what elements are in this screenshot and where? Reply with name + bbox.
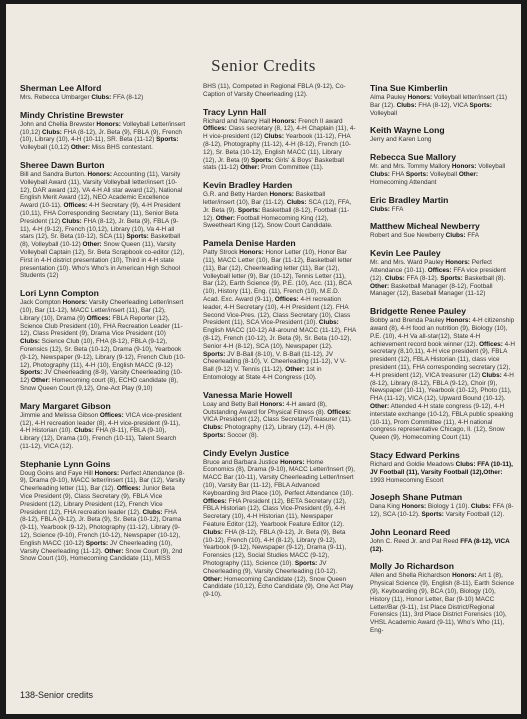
senior-entry	[20, 401, 186, 451]
senior-credits-text: Loay and Betty Ball Honors: 4-H award (8), Outstanding Award for Physical Fitness (8). Offices: VICA President (12), Class Secretary/Treasurer (11). Clubs: Photography (12), Library (12), 4-H (8). Sports: Soccer (8).	[203, 400, 352, 439]
senior-name: John Leonard Reed	[370, 526, 451, 537]
senior-entry	[370, 561, 517, 634]
senior-name: Matthew Micheal Newberry	[370, 221, 480, 232]
senior-name: Vanessa Marie Howell	[203, 389, 293, 400]
senior-entry	[370, 450, 517, 484]
senior-name: Keith Wayne Long	[370, 125, 445, 136]
senior-credits-text: Mr. and Mrs. Tommy Mallory Honors: Volleyball Clubs: FHA Sports: Volleyball Other: Homecoming Attendant	[370, 163, 506, 186]
senior-credits-text: G.R. and Betty Harden Honors: Basketball letter/insert (10), Bar (11-12). Clubs: SCA (12), FFA, Jr. Beta (9). Sports: Basketball (8-12), Football (11-12). Other: Football Homecoming King (12), Sweetheart King (12), Snow Court Candidate.	[203, 191, 352, 230]
senior-entry	[370, 152, 517, 186]
senior-entry	[203, 238, 356, 382]
senior-entry	[203, 83, 356, 99]
senior-credits-text: Jerry and Karen Long	[370, 136, 432, 144]
senior-name: Kevin Bradley Harden	[203, 180, 293, 191]
senior-entry	[370, 221, 517, 240]
senior-entry	[203, 180, 356, 230]
senior-entry	[370, 527, 517, 554]
senior-credits-text: Bill and Sandra Burton. Honors: Accounting (11), Varsity Volleyball Award (11), Varsity Volleyball letter/insert (10-12), DAR award (12), VA 4-H All star award (12), National English Merit Award (12), NEO Academic Excellence Award (10-11). Offices: 4-H Secretary (9), 4-H President (10,11), FHA Corresponding Secretary (11), Senior Beta President (12) Clubs: FHA (8-12), Jr. Beta (9), FBLA (9-11), 4-H (9-12), French (10,12), Library (10), Va 4-H all stars (12), Sr. Beta (10-12), SCA (11) Sports: Basketball (8), Volleyball (10-12) Other: Snow Queen (11), Varsity Volleyball Captain (12), Sr. Beta Scrapbook co-editor (12), First in 4-H district presentation (10), Third in 4-H state presentation (10). Who's Who's in American High School Students (12)	[20, 170, 185, 280]
senior-name: Cindy Evelyn Justice	[203, 447, 289, 458]
senior-entry	[203, 448, 356, 599]
senior-credits-text: BHS (11), Competed in Regional FBLA (9-12), Co-Caption of Varsity Cheerleading (12).	[203, 83, 346, 98]
senior-credits-text: Richard and Nancy Hall Honors: French II award Offices: Class secretary (8, 12), 4-H Chaplain (11), 4-H vice-president (12) Clubs: Yearbook (11-12), FHA (8-12), Photography (11-12), 4-H (8-12), French (10-12), Sr. Beta (10-12), English MACC (11), Library (12), Jr. Beta (9) Sports: Girls' & Boys' Basketball stats (11-12) Other: Prom Committee (11).	[203, 117, 356, 172]
senior-name: Rebecca Sue Mallory	[370, 152, 456, 163]
page-title: Senior Credits	[211, 56, 316, 75]
senior-name: Tracy Lynn Hall	[203, 106, 267, 117]
senior-name: Joseph Shane Putman	[370, 492, 463, 503]
senior-credits-text: Allen and Shella Richardson Honors: Art 1 (8), Physical Science (9), English (8-11), Earth Science (9), Keyboarding (9), BCA (10), Biology (10), History (11), Honor Letter, Bar (9-10) MACC Letter/Bar (9-11), 1st Place District/Regional Forensics (11), 3rd Place District Forensics (10), VHSL Academic Award (9-11), Who's Who (11), Eng-	[370, 572, 515, 635]
senior-entry	[370, 306, 517, 442]
senior-entry	[20, 83, 186, 102]
senior-credits-text: Doug Goins and Faye Hill Honors: Perfect Attendance (8-9), Drama (9-10), MACC letter/insert (11), Bar (12), Varsity Cheerleading letter (11), Bar (12). Offices: Junior Beta Vice President (9), Class Secretary (9), FBLA Vice President (12), Library President (12), French Vice President (12), FHA recreation leader (12). Clubs: FHA (8-12), FBLA (9-12), Jr. Beta (9), Sr. Beta (10-12), Drama (9-11), Yearbook (9-12), Photography (11-12), Library (9-12), Science (9-10), French (10-12), Newspaper (10-12), English MACC (10-12) Sports: JV Cheerleading (10), Varsity Cheerleading (11-12). Other: Snow Court (9), 2nd Snow Court (10), Homecoming Candidate (11), MISS	[20, 469, 185, 563]
senior-entry	[20, 160, 186, 280]
senior-credits-text: John and Chellia Brewster Honors: Volleyball Letter/insert (10,12) Clubs: FHA (8-12), Jr. Beta (9), FBLA (9), French (10), Library (10), 4-H (10-11), SR. Beta (11-12) Sports: Volleyball (10,12) Other: Miss BHS contestant.	[20, 120, 186, 152]
senior-name: Molly Jo Richardson	[370, 561, 455, 572]
senior-name: Stephanie Lynn Goins	[20, 458, 111, 469]
column-left	[20, 83, 186, 571]
senior-name: Stacy Edward Perkins	[370, 449, 460, 460]
senior-name: Mary Margaret Gibson	[20, 400, 111, 411]
senior-name: Lori Lynn Compton	[20, 288, 99, 299]
yearbook-page	[6, 4, 521, 714]
senior-entry	[370, 125, 517, 144]
senior-name: Sherman Lee Alford	[20, 83, 102, 93]
senior-credits-text: Jimmie and Melissa Gibson Offices: VICA vice-president (12), 4-H recreation leader (8), 4-H vice-president (9-11), 4-H Historian (10). Clubs: FHA (8-11), FBLA (9-10), Library (12), Drama (10), French (10-11), Talent Search (11-12), VICA (12).	[20, 411, 182, 450]
senior-credits-text: John C. Reed Jr. and Pat Reed FFA (8-12), VICA (12).	[370, 537, 510, 553]
senior-credits-text: Richard and Goldie Meadows Clubs: FFA (10-11), JV Football (11), Varsity Football (12),Other: 1993 Homecoming Escort	[370, 460, 513, 484]
senior-credits-text: Bobby and Brenda Pauley Honors: 4-H citizenship award (8), 4-H food an nutrition (9), Biology (10), P.E. (10), 4-H Va all-star(12), State 4-H achievement record book winner (12). Offices: 4-H secretary (8,10,11), 4-H vice president (9), FBLA president (12), FBLA Historian (11), class vice president (11), FHA corresponding secretary (12), 4-H president (12), VICA treasurer (12) Clubs: 4-H (8-12), Library (8-12), FBLA (9-12), Choir (9), Newspaper (10-11), Yearbook (10-12), Photo (11), FHA (11-12), VICA (12), Upward Bound (10-12). Other: Attended 4-H state congress (9-12), 4-H interstate exchange (10-12), FBLA public speaking (10-11), Prom Committee (11), 4-H national congress representative Chicago, Il. (12), Snow Queen (9), Homecoming Court (11)	[370, 317, 515, 442]
senior-entry	[20, 110, 186, 152]
senior-name: Tina Sue Kimberlin	[370, 83, 448, 93]
column-right	[370, 83, 517, 643]
senior-entry	[370, 492, 517, 519]
senior-credits-text: Mr. and Mrs. Ward Pauley Honors: Perfect Attendance (10-11). Offices: FFA vice president (12). Clubs: FFA (8-12). Sports: Basketball (8). Other: Basketball Manager (8-12), Football Manager (12), Baseball Manager (11-12)	[370, 259, 506, 298]
senior-entry	[370, 248, 517, 298]
senior-entry	[20, 459, 186, 564]
senior-entry	[203, 390, 356, 440]
column-middle	[203, 83, 356, 607]
senior-credits-text: Mrs. Rebecca Umbarger Clubs: FFA (8-12)	[20, 94, 144, 101]
senior-name: Pamela Denise Harden	[203, 238, 296, 249]
senior-entry	[203, 107, 356, 173]
senior-entry	[370, 195, 517, 214]
senior-entry	[20, 288, 186, 393]
senior-name: Mindy Christine Brewster	[20, 109, 124, 120]
senior-credits-text: Bruce and Barbara Justice Honors: Home Economics (8), Drama (9-10), MACC Letter/Insert (9), MACC Bar (10-11), Varsity Cheerleading Letter/Insert (10), Varsity Bar (11-12), FBLA Advanced Keyboarding 3rd Place (10), Perfect Attendance (10). Offices: FHA President (12), BETA Secretary (12), FBLA Historian (12), Class Vice-President (9), 4-H Secretary (10), 4-H Historian (11), Newspaper Feature Editor (12), Yearbook Feature Editor (12). Clubs: FHA (8-12), FBLA (9-12), Jr. Beta (9), Beta (10-12), French (10), 4-H (8-12), Library (9-12), Yearbook (9-12), Newspaper (9-12), Drama (9-11), Forensics (12), Social Studies MACC (9-12), Photography (11), Science (10). Sports: JV Cheerleading (9), Varsity Cheerleading (10-12). Other: Homecoming Candidate (12), Snow Queen Candidate (10,12), Echo Candidate (9), One Act Play (9-10).	[203, 458, 355, 599]
senior-credits-text: Robert and Sue Newberry Clubs: FFA	[370, 232, 480, 240]
senior-name: Kevin Lee Pauley	[370, 248, 441, 259]
senior-name: Sheree Dawn Burton	[20, 159, 105, 170]
senior-credits-text: Alma Pauley Honors: Volleyball letter/insert (11) Bar (12). Clubs: FHA (8-12), VICA Sports: Volleyball	[370, 94, 507, 117]
senior-credits-text: Clubs: FFA	[370, 205, 404, 213]
senior-credits-text: Dana King Honors: Biology 1 (10). Clubs: FFA (8-12), SCA (10-12). Sports: Varsity Football (12).	[370, 503, 514, 519]
page-footer: 138-Senior credits	[20, 690, 94, 700]
senior-credits-text: Jack Compton Honors: Varsity Cheerleading Letter/insert (10), Bar (11-12), MACC Letter/insert (11), Bar (12), Library (10), Drama (9) Offices: FBLA Reporter (12), Science Club President (10), FHA Recreation Leader (11-12), Class President (9), Drama Vice President (10) Clubs: Science Club (10), FHA (8-12), FBLA (9-12), Forensics (12), Sr. Beta (10-12), Drama (9-10), Yearbook (9-12), Newspaper (9-12), Library (9-12), French Club (10-12), Photography (11), 4-H (10), English MACC (9-12) Sports: JV Cheerleading (8-9), Varsity Cheerleading (10-12) Other: Homecoming court (8), ECHO candidate (8), Snow Queen Court (9,12), One-Act Play (9,10)	[20, 299, 186, 392]
senior-entry	[370, 83, 517, 117]
senior-name: Bridgette Renee Pauley	[370, 306, 466, 317]
senior-credits-text: Patty Strock Honors: Honor Letter (10), Honor Bar (11), MACC Letter (10), Bar (11-12), Basketball letter (11), Bar (12), Cheerleading letter (11), Bar (12), Volleyball letter (9), Bar (10-12), Tennis Letter (11), Bar (12), Earth Science (9), P.E. (10), Acc. (11), BCA (10), History (11), Eng. (11), French (10), M.E.D. Acad. Exc. Award (9-11), Offices: 4-H recreation leader, 4-H Secretary (10), 4-H President (12). FHA Second Vice-Pres. (12), Class Secretary (10), Class President (11), SCA Vice-President (10). Clubs: English MACC (10-12) All-around MACC (11-12), FHA (8-12), French (10-12), Jr. Beta (9), Sr. Beta (10-12), Senior 4-H (8-12), SCA (10), Newspaper (12). Sports: JV B-Ball (8-10), V. B-Ball (11-12), JV Cheerleading (8-10), V. Cheerleading (11-12), V V-Ball (9-12) V. Tennis (11-12). Other: 1st in Entomology at State 4-H Congress (10).	[203, 249, 356, 381]
senior-name: Eric Bradley Martin	[370, 194, 449, 205]
